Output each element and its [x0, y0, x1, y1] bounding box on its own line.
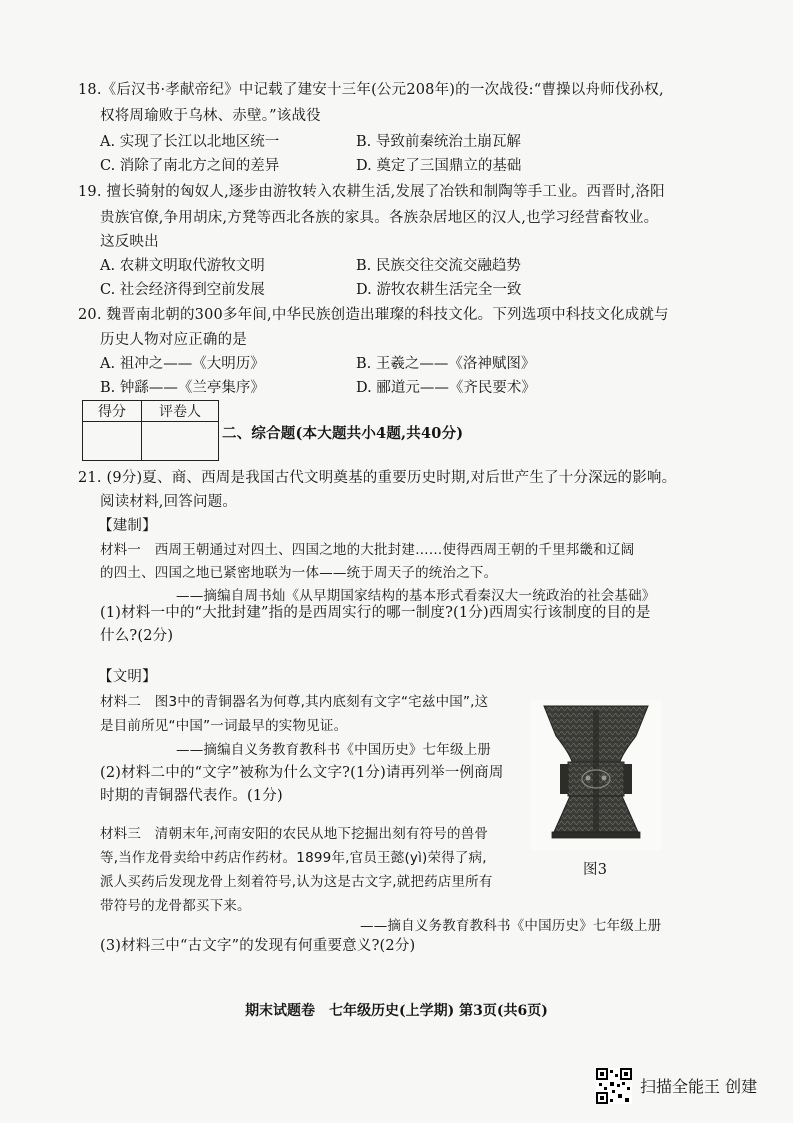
q18-option-d: D. 奠定了三国鼎立的基础 [356, 158, 522, 174]
material2-line1: 材料二 图3中的青铜器名为何尊,其内底刻有文字“宅兹中国”,这 [100, 694, 489, 710]
material3-line3: 派人买药后发现龙骨上刻着符号,认为这是古文字,就把药店里所有 [100, 874, 493, 890]
q20-option-d: D. 郦道元——《齐民要术》 [356, 380, 536, 396]
figure3-label: 图3 [583, 862, 608, 878]
scanner-watermark: 扫描全能王 创建 [640, 1077, 758, 1096]
q20-option-b: B. 王羲之——《洛神赋图》 [356, 356, 536, 372]
score-table [82, 400, 219, 461]
material2-line2: 是目前所见“中国”一词最早的实物见证。 [100, 718, 348, 734]
q18-stem-line2: 权将周瑜败于乌林、赤壁。”该战役 [100, 108, 321, 124]
q21-sub2-line1: (2)材料二中的“文字”被称为什么文字?(1分)请再列举一例商周 [100, 765, 504, 781]
q20-stem-line1: 20. 魏晋南北朝的300多年间,中华民族创造出璀璨的科技文化。下列选项中科技文化成就与 [78, 307, 669, 323]
q20-option-a: A. 祖冲之——《大明历》 [100, 356, 265, 372]
q19-option-c: C. 社会经济得到空前发展 [100, 282, 265, 298]
heading-wenming: 【文明】 [98, 669, 157, 685]
q19-stem-line3: 这反映出 [100, 234, 159, 250]
qr-code-icon [596, 1068, 632, 1104]
heading-jianzhi: 【建制】 [98, 518, 157, 534]
q18-stem-line1: 18.《后汉书·孝献帝纪》中记载了建安十三年(公元208年)的一次战役:“曹操以舟师伐孙权, [78, 82, 664, 98]
q21-stem-line1: 21. (9分)夏、商、西周是我国古代文明奠基的重要历史时期,对后世产生了十分深远的影响。 [78, 470, 677, 486]
q19-option-d: D. 游牧农耕生活完全一致 [356, 282, 522, 298]
score-header: 得分 [83, 401, 142, 422]
q19-option-a: A. 农耕文明取代游牧文明 [100, 258, 265, 274]
q20-option-c: B. 钟繇——《兰亭集序》 [100, 380, 265, 396]
q21-sub1-line1: (1)材料一中的“大批封建”指的是西周实行的哪一制度?(1分)西周实行该制度的目的是 [100, 605, 651, 621]
q19-stem-line2: 贵族官僚,争用胡床,方凳等西北各族的家具。各族杂居地区的汉人,也学习经营畜牧业。 [100, 210, 659, 226]
score-cell [83, 422, 142, 461]
q18-option-c: C. 消除了南北方之间的差异 [100, 158, 280, 174]
q21-sub2-line2: 时期的青铜器代表作。(1分) [100, 788, 283, 804]
grader-header: 评卷人 [142, 401, 219, 422]
q18-option-b: B. 导致前秦统治土崩瓦解 [356, 134, 521, 150]
material3-line2: 等,当作龙骨卖给中药店作药材。1899年,官员王懿(yì)荣得了病, [100, 850, 487, 866]
page-footer: 期末试题卷 七年级历史(上学期) 第3页(共6页) [245, 1003, 548, 1019]
material1-line2: 的四土、四国之地已紧密地联为一体——统于周天子的统治之下。 [100, 565, 498, 581]
bronze-vessel-figure [530, 700, 662, 850]
q20-stem-line2: 历史人物对应正确的是 [100, 332, 247, 348]
q21-stem-line2: 阅读材料,回答问题。 [100, 494, 238, 510]
q21-sub3: (3)材料三中“古文字”的发现有何重要意义?(2分) [100, 938, 416, 954]
material1-source: ——摘编自周书灿《从早期国家结构的基本形式看秦汉大一统政治的社会基础》 [176, 588, 656, 604]
q21-sub1-line2: 什么?(2分) [100, 628, 174, 644]
q19-stem-line1: 19. 擅长骑射的匈奴人,逐步由游牧转入农耕生活,发展了冶铁和制陶等手工业。西晋时,洛阳 [78, 184, 665, 200]
material2-source: ——摘编自义务教育教科书《中国历史》七年级上册 [176, 742, 492, 758]
q18-option-a: A. 实现了长江以北地区统一 [100, 134, 280, 150]
q19-option-b: B. 民族交往交流交融趋势 [356, 258, 521, 274]
material1-line1: 材料一 西周王朝通过对四土、四国之地的大批封建……使得西周王朝的千里邦畿和辽阔 [100, 542, 635, 558]
material3-line4: 带符号的龙骨都买下来。 [100, 898, 251, 914]
grader-cell [142, 422, 219, 461]
section2-title: 二、综合题(本大题共小4题,共40分) [222, 425, 464, 442]
material3-line1: 材料三 清朝末年,河南安阳的农民从地下挖掘出刻有符号的兽骨 [100, 826, 489, 842]
material3-source: ——摘自义务教育教科书《中国历史》七年级上册 [360, 918, 662, 934]
